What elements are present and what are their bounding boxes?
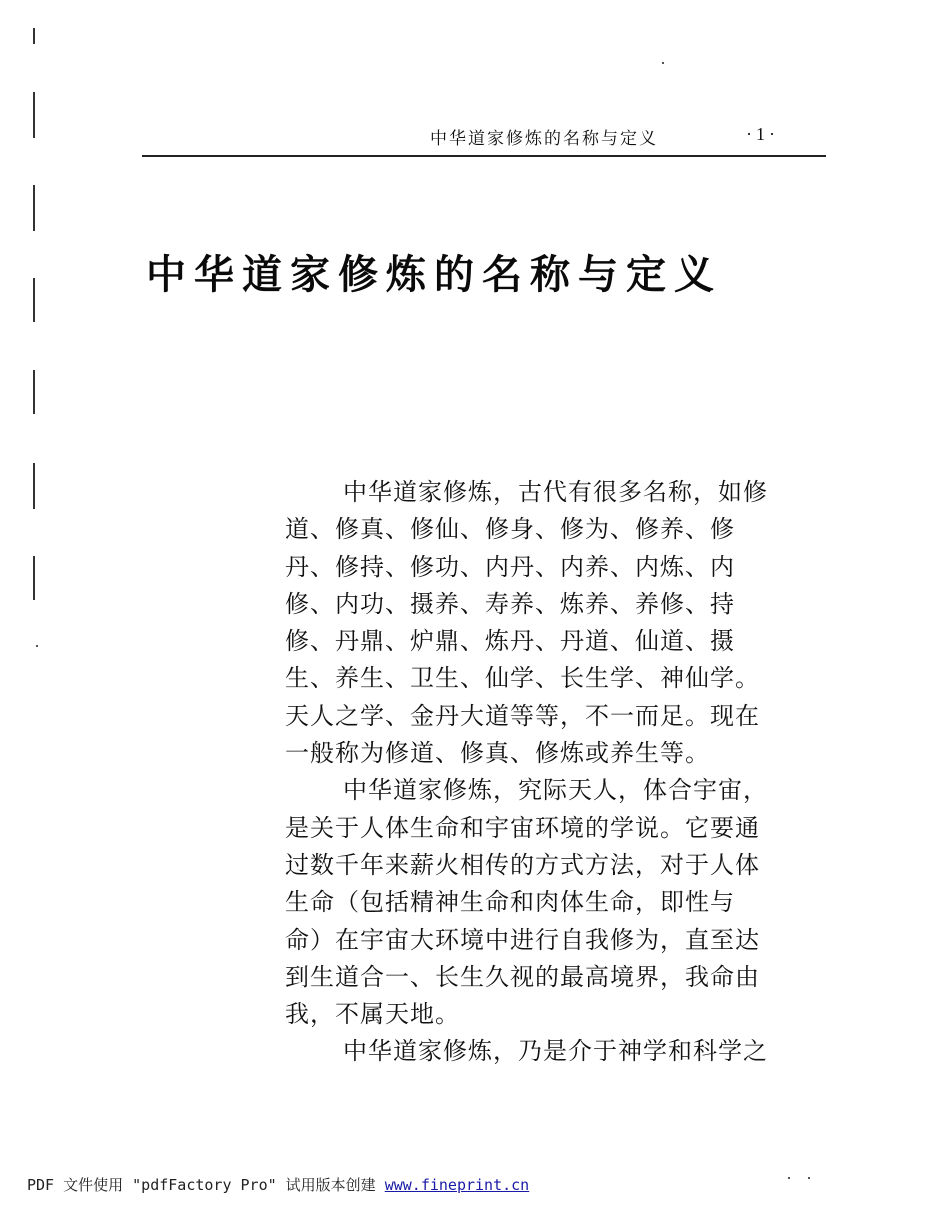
scan-mark (33, 463, 35, 509)
paragraph-line: 天人之学、金丹大道等等，不一而足。现在 (285, 701, 760, 730)
scan-mark (33, 556, 35, 600)
scan-mark (33, 92, 35, 138)
scan-speck (662, 62, 664, 64)
paragraph-line: 生命（包括精神生命和肉体生命，即性与 (285, 888, 735, 917)
paragraph-line: 生、养生、卫生、仙学、长生学、神仙学。 (285, 664, 760, 693)
footer-text: PDF 文件使用 "pdfFactory Pro" 试用版本创建 (27, 1176, 385, 1194)
header-rule (142, 155, 826, 157)
scan-speck (808, 1177, 810, 1179)
scan-mark (33, 278, 35, 322)
paragraph-line: 中华道家修炼，古代有很多名称，如修 (343, 478, 768, 506)
paragraph-line: 修、内功、摄养、寿养、炼养、养修、持 (285, 589, 735, 618)
paragraph-line: 是关于人体生命和宇宙环境的学说。它要通 (285, 813, 760, 842)
paragraph-line: 到生道合一、长生久视的最高境界，我命由 (285, 962, 760, 991)
paragraph-line: 过数千年来薪火相传的方式方法，对于人体 (285, 850, 760, 879)
running-header (430, 124, 830, 150)
paragraph-line: 修、丹鼎、炉鼎、炼丹、丹道、仙道、摄 (285, 627, 735, 656)
paragraph-line: 道、修真、修仙、修身、修为、修养、修 (285, 515, 735, 544)
body-text (285, 474, 830, 1071)
page-number: ·1· (746, 124, 779, 144)
paragraph-line: 我，不属天地。 (285, 1000, 460, 1029)
paragraph-line: 命）在宇宙大环境中进行自我修为，直至达 (285, 925, 760, 954)
chapter-title: 中华道家修炼的名称与定义 (146, 252, 722, 298)
scan-mark (33, 185, 35, 231)
scan-mark (33, 370, 35, 414)
running-header-title: 中华道家修炼的名称与定义 (430, 129, 658, 149)
paragraph-line: 中华道家修炼，究际天人，体合宇宙， (343, 776, 768, 805)
scan-speck (36, 645, 38, 647)
scan-mark (33, 28, 35, 44)
paragraph-line: 丹、修持、修功、内丹、内养、内炼、内 (285, 552, 735, 581)
pdf-footer (27, 1174, 529, 1195)
paragraph-line: 中华道家修炼，乃是介于神学和科学之 (343, 1037, 768, 1066)
scan-speck (788, 1177, 790, 1179)
paragraph-line: 一般称为修道、修真、修炼或养生等。 (285, 739, 710, 768)
footer-link[interactable]: www.fineprint.cn (384, 1176, 530, 1194)
